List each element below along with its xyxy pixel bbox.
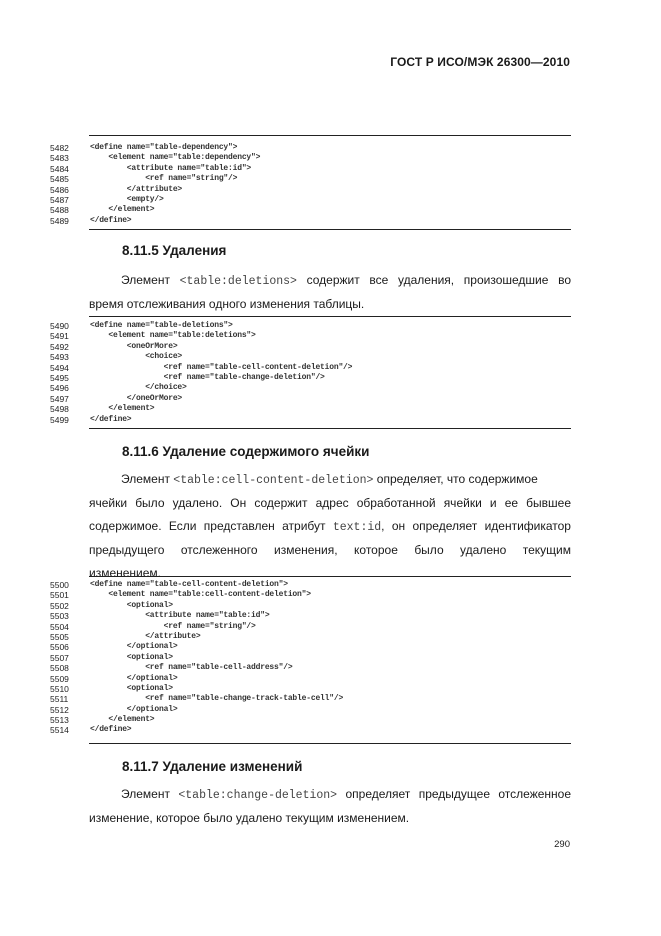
paragraph-line bbox=[89, 515, 571, 539]
section-heading-8-11-6: 8.11.6 Удаление содержимого ячейки bbox=[122, 444, 370, 459]
paragraph-text: Элемент bbox=[121, 787, 179, 801]
document-standard-header: ГОСТ Р ИСО/МЭК 26300—2010 bbox=[390, 55, 570, 69]
section-paragraph bbox=[89, 468, 571, 584]
code-line bbox=[50, 663, 575, 673]
line-number: 5501 bbox=[50, 590, 69, 601]
code-text: <ref name="table-change-deletion"/> bbox=[90, 372, 325, 382]
code-line bbox=[50, 642, 575, 652]
line-number: 5504 bbox=[50, 621, 69, 632]
code-rule-top bbox=[89, 316, 571, 317]
code-text: <ref name="table-cell-address"/> bbox=[90, 663, 293, 673]
code-line bbox=[50, 725, 575, 735]
code-line bbox=[50, 185, 575, 195]
line-number: 5490 bbox=[50, 321, 69, 331]
code-line bbox=[50, 352, 575, 362]
code-text: <ref name="table-cell-content-deletion"/> bbox=[90, 362, 353, 372]
code-line bbox=[50, 590, 575, 600]
code-text: <element name="table:cell-content-deletion"> bbox=[90, 590, 311, 600]
code-line bbox=[50, 601, 575, 611]
code-text: </optional> bbox=[90, 642, 178, 652]
code-line bbox=[50, 321, 575, 331]
code-line bbox=[50, 394, 575, 404]
paragraph-line bbox=[89, 807, 571, 829]
code-text: <element name="table:dependency"> bbox=[90, 153, 261, 163]
line-number: 5500 bbox=[50, 580, 69, 590]
line-number: 5513 bbox=[50, 715, 69, 726]
code-text: <empty/> bbox=[90, 194, 164, 204]
code-line bbox=[50, 373, 575, 383]
code-line bbox=[50, 195, 575, 205]
paragraph-text: предыдущего отслеженного изменения, которое было удалено текущим bbox=[89, 543, 571, 558]
code-text: </attribute> bbox=[90, 184, 183, 194]
paragraph-text: , он определяет идентификатор bbox=[381, 518, 571, 533]
code-line bbox=[50, 632, 575, 642]
code-line bbox=[50, 611, 575, 621]
line-number: 5484 bbox=[50, 163, 69, 174]
code-text: <define name="table-deletions"> bbox=[90, 321, 233, 330]
line-number: 5510 bbox=[50, 683, 69, 694]
code-text: <optional> bbox=[90, 600, 173, 610]
paragraph-text: изменение, которое было удалено текущим изменением. bbox=[89, 811, 410, 826]
paragraph-text: определяет, что содержимое bbox=[373, 472, 538, 486]
line-number: 5495 bbox=[50, 372, 69, 383]
code-text: </choice> bbox=[90, 383, 187, 393]
code-line bbox=[50, 404, 575, 414]
line-number: 5502 bbox=[50, 600, 69, 611]
paragraph-line bbox=[89, 539, 571, 561]
code-text: <define name="table-cell-content-deletion"> bbox=[90, 580, 288, 589]
line-number: 5489 bbox=[50, 215, 69, 226]
paragraph-line bbox=[89, 293, 571, 315]
line-number: 5506 bbox=[50, 642, 69, 653]
code-rule-bottom bbox=[89, 428, 571, 429]
code-block-3 bbox=[50, 580, 575, 736]
inline-code: <table:cell-content-deletion> bbox=[173, 474, 374, 487]
section-heading-8-11-5: 8.11.5 Удаления bbox=[122, 243, 227, 258]
line-number: 5496 bbox=[50, 383, 69, 394]
code-line bbox=[50, 705, 575, 715]
code-text: <ref name="table-change-track-table-cell"/> bbox=[90, 694, 344, 704]
inline-code: text:id bbox=[332, 520, 382, 534]
code-text: </element> bbox=[90, 404, 155, 414]
code-block-1 bbox=[50, 143, 575, 226]
code-line bbox=[50, 164, 575, 174]
paragraph-line bbox=[89, 492, 571, 514]
code-block-2 bbox=[50, 321, 575, 425]
paragraph-text: содержит все удаления, произошедшие во bbox=[296, 273, 571, 287]
inline-code: <table:deletions> bbox=[179, 275, 297, 288]
code-text: </optional> bbox=[90, 704, 178, 714]
code-text: </define> bbox=[90, 215, 132, 225]
line-number: 5498 bbox=[50, 404, 69, 415]
paragraph-text: Элемент bbox=[121, 472, 174, 486]
line-number: 5507 bbox=[50, 652, 69, 663]
code-text: <element name="table:deletions"> bbox=[90, 331, 256, 341]
code-line bbox=[50, 622, 575, 632]
paragraph-line bbox=[89, 269, 571, 293]
line-number: 5508 bbox=[50, 663, 69, 674]
line-number: 5514 bbox=[50, 725, 69, 736]
line-number: 5483 bbox=[50, 153, 69, 164]
code-rule-bottom bbox=[89, 229, 571, 230]
line-number: 5512 bbox=[50, 704, 69, 715]
code-line bbox=[50, 684, 575, 694]
line-number: 5485 bbox=[50, 174, 69, 185]
line-number: 5486 bbox=[50, 184, 69, 195]
code-rule-top bbox=[89, 576, 571, 577]
line-number: 5492 bbox=[50, 341, 69, 352]
code-text: </define> bbox=[90, 414, 132, 424]
code-line bbox=[50, 694, 575, 704]
code-text: <choice> bbox=[90, 352, 183, 362]
paragraph-text: содержимое. Если представлен атрибут bbox=[89, 518, 333, 533]
code-line bbox=[50, 580, 575, 590]
code-text: <attribute name="table:id"> bbox=[90, 611, 270, 621]
section-paragraph bbox=[89, 269, 571, 316]
paragraph-text: определяет предыдущее отслеженное bbox=[337, 787, 571, 801]
code-text: <attribute name="table:id"> bbox=[90, 163, 252, 173]
paragraph-text: время отслеживания одного изменения таблицы. bbox=[89, 297, 365, 312]
line-number: 5487 bbox=[50, 194, 69, 205]
page-number: 290 bbox=[554, 839, 570, 850]
code-text: </attribute> bbox=[90, 631, 201, 641]
paragraph-text: Элемент bbox=[121, 273, 180, 287]
code-line bbox=[50, 653, 575, 663]
paragraph-text: изменением. bbox=[89, 565, 162, 580]
code-line bbox=[50, 363, 575, 373]
code-line bbox=[50, 216, 575, 226]
code-line bbox=[50, 153, 575, 163]
code-line bbox=[50, 174, 575, 184]
line-number: 5505 bbox=[50, 631, 69, 642]
code-text: </oneOrMore> bbox=[90, 393, 183, 403]
code-text: <optional> bbox=[90, 683, 173, 693]
code-line bbox=[50, 415, 575, 425]
code-line bbox=[50, 383, 575, 393]
code-line bbox=[50, 342, 575, 352]
line-number: 5503 bbox=[50, 611, 69, 622]
code-text: <define name="table-dependency"> bbox=[90, 143, 238, 152]
code-text: </optional> bbox=[90, 673, 178, 683]
code-text: </element> bbox=[90, 205, 155, 215]
inline-code: <table:change-deletion> bbox=[178, 789, 338, 802]
line-number: 5509 bbox=[50, 673, 69, 684]
code-text: <oneOrMore> bbox=[90, 341, 178, 351]
line-number: 5482 bbox=[50, 143, 69, 153]
section-paragraph bbox=[89, 783, 571, 830]
code-line bbox=[50, 143, 575, 153]
line-number: 5491 bbox=[50, 331, 69, 342]
paragraph-line bbox=[89, 783, 571, 807]
code-line bbox=[50, 674, 575, 684]
line-number: 5488 bbox=[50, 205, 69, 216]
code-rule-top bbox=[89, 135, 571, 136]
code-text: </element> bbox=[90, 715, 155, 725]
line-number: 5497 bbox=[50, 393, 69, 404]
section-heading-8-11-7: 8.11.7 Удаление изменений bbox=[122, 759, 303, 774]
line-number: 5493 bbox=[50, 352, 69, 363]
paragraph-line bbox=[89, 468, 571, 492]
code-text: </define> bbox=[90, 725, 132, 735]
code-text: <ref name="string"/> bbox=[90, 621, 256, 631]
code-rule-bottom bbox=[89, 743, 571, 744]
line-number: 5499 bbox=[50, 414, 69, 425]
code-line bbox=[50, 715, 575, 725]
line-number: 5511 bbox=[50, 694, 69, 705]
code-line bbox=[50, 205, 575, 215]
code-text: <ref name="string"/> bbox=[90, 174, 238, 184]
code-line bbox=[50, 331, 575, 341]
line-number: 5494 bbox=[50, 362, 69, 373]
paragraph-text: ячейки было удалено. Он содержит адрес обработанной ячейки и ее бывшее bbox=[89, 496, 571, 511]
code-text: <optional> bbox=[90, 652, 173, 662]
